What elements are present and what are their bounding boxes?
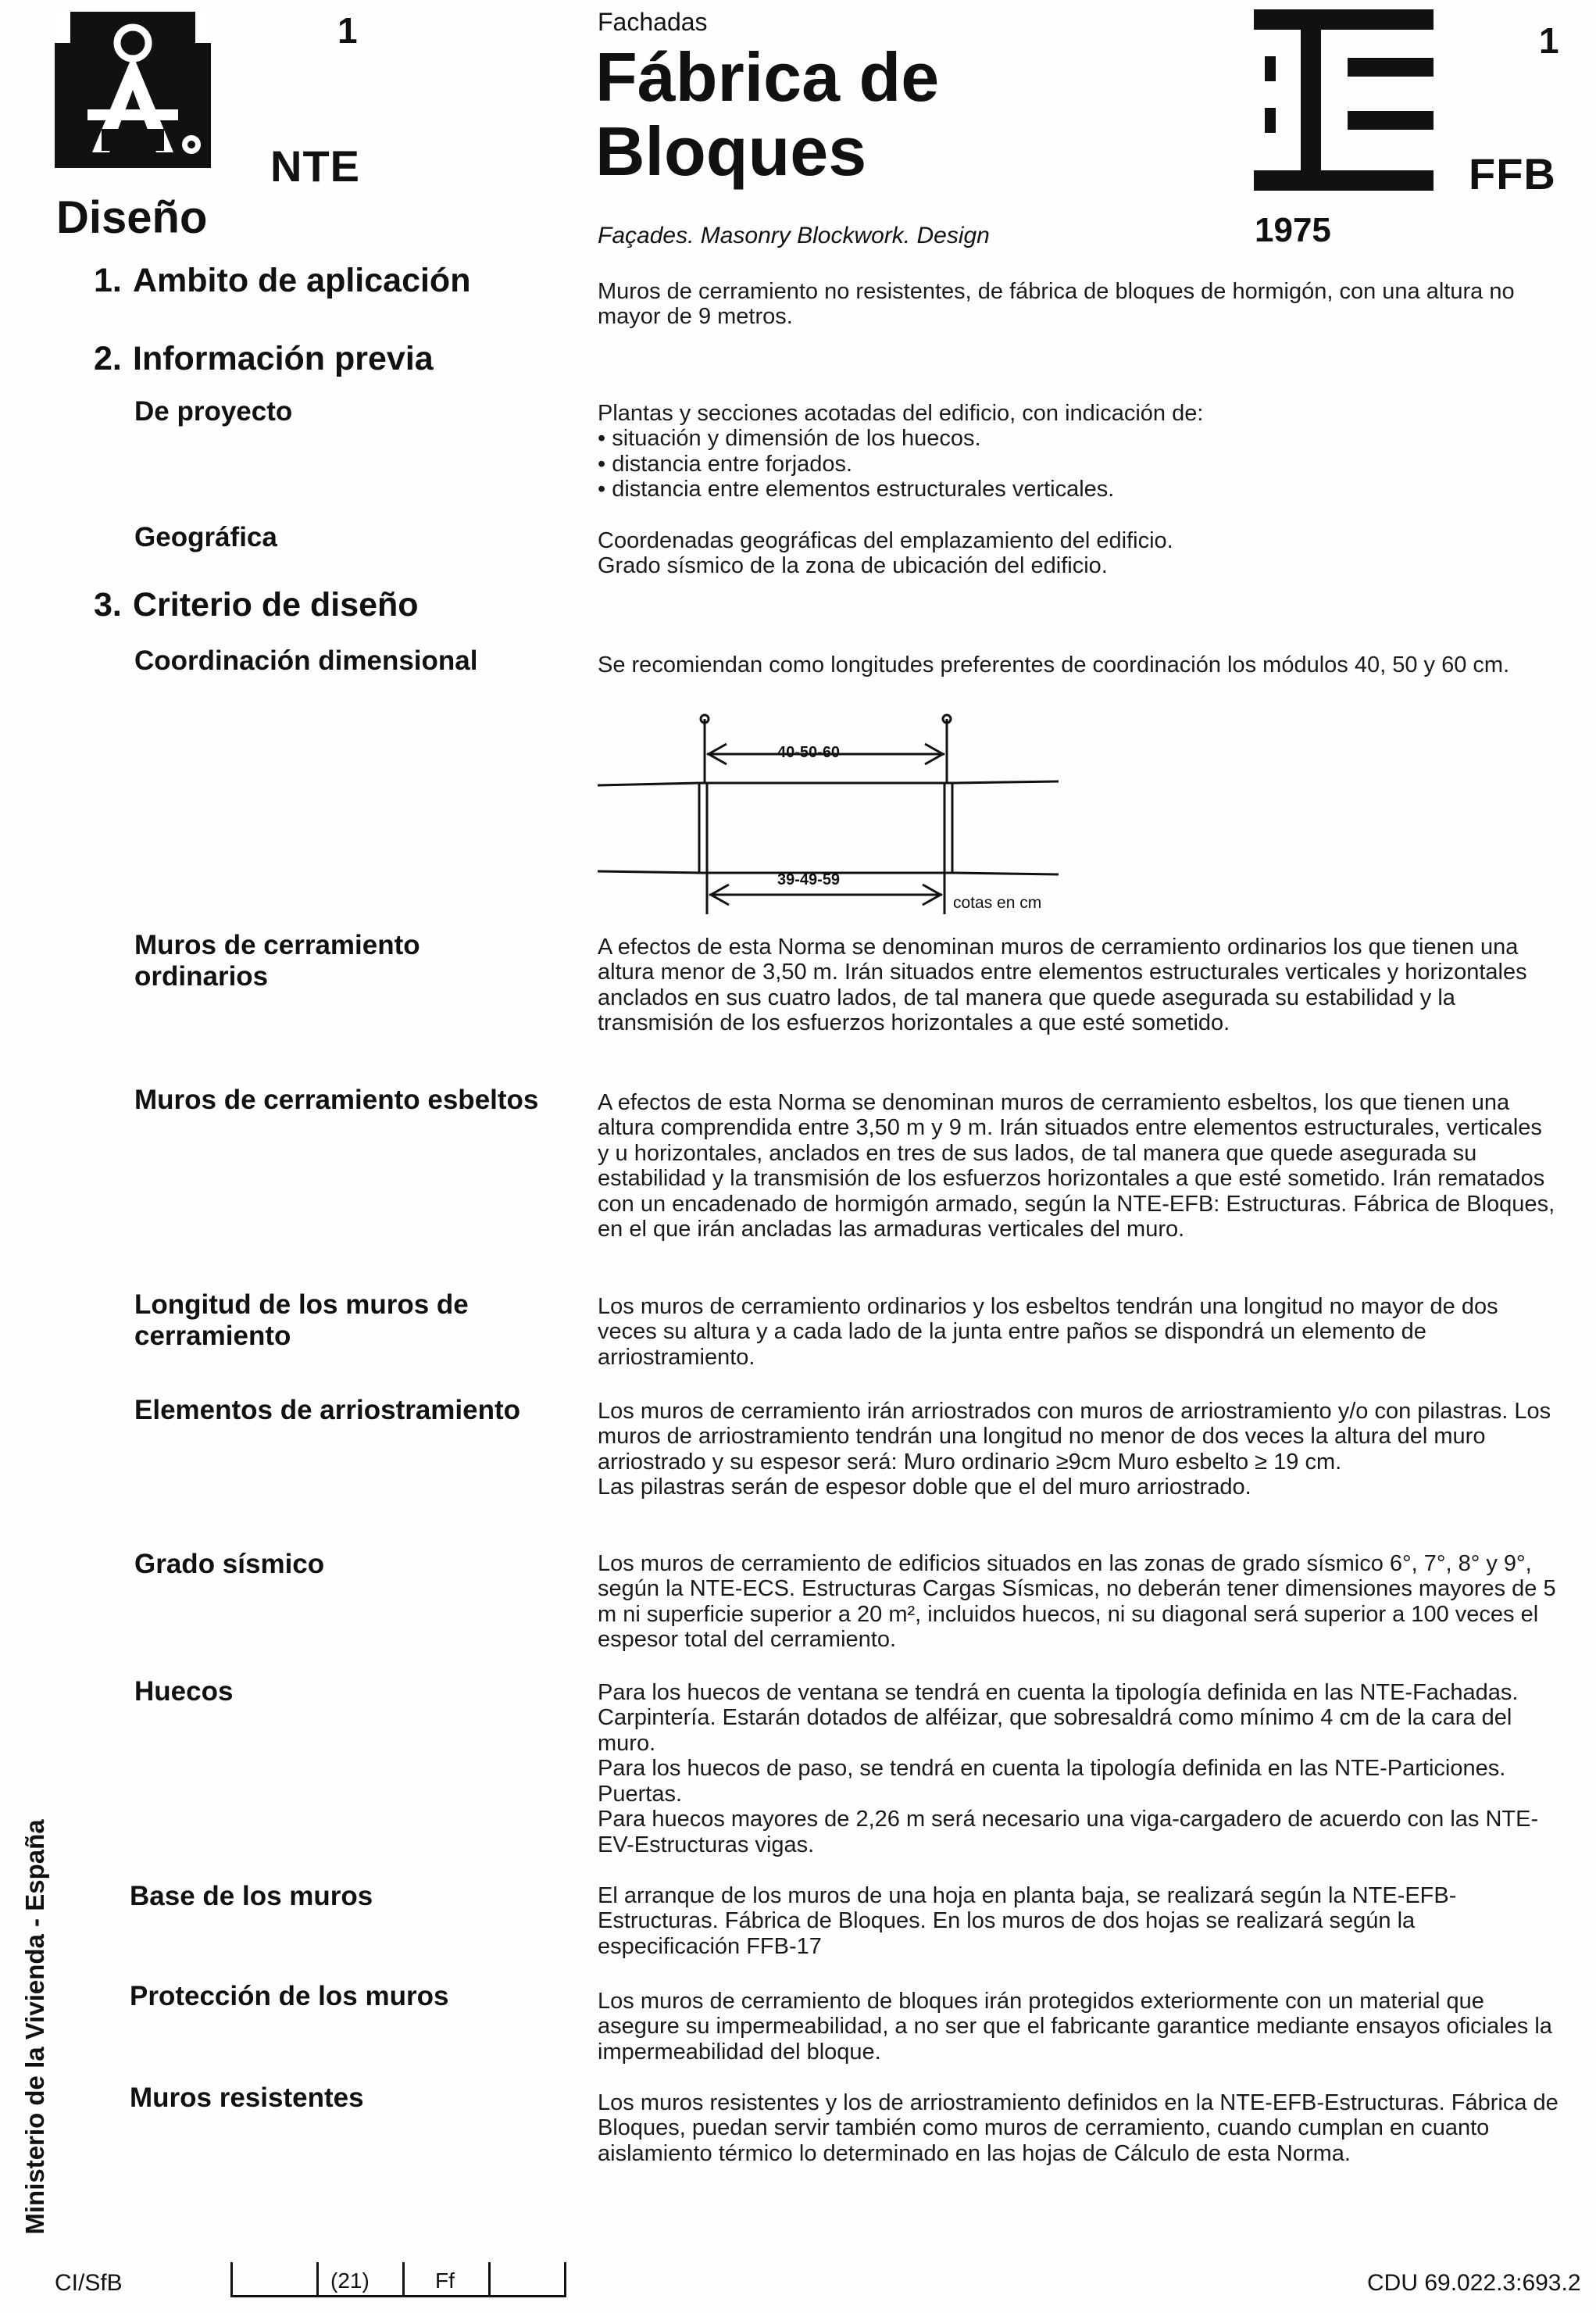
diagram-units: cotas en cm <box>953 894 1042 912</box>
diagram-label-top: 40-50-60 <box>777 744 841 761</box>
de-proyecto-label: De proyecto <box>134 396 293 427</box>
document-title-line2: Bloques <box>595 113 867 190</box>
proyecto-block <box>598 401 1559 502</box>
geografica-line2: Grado sísmico de la zona de ubicación del edificio. <box>598 553 1108 579</box>
criterion-label-sismico: Grado sísmico <box>134 1549 325 1579</box>
criterion-text-proteccion: Los muros de cerramiento de bloques irán protegidos exteriormente con un material que asegure su impermeabilidad, a no ser que el fabricante garantice mediante ensayos oficiales la impermeabilidad del bloque. <box>598 1989 1552 2065</box>
cdu-code: CDU 69.022.3:693.2 <box>1367 2270 1581 2296</box>
proyecto-intro: Plantas y secciones acotadas del edificio, con indicación de: <box>598 401 1204 426</box>
criterion-text-esbeltos: A efectos de esta Norma se denominan muros de cerramiento esbeltos, los que tienen una altura comprendida entre 3,50 m y 9 m. Irán situados entre elementos estructurales, verticales y u horizontales, anclados en tres de sus lados, de tal manera que quede asegurada su estabilidad y la transmisión de los esfuerzos horizontales a que esté sometido. Irán rematados con un encadenado de hormigón armado, según la NTE-EFB: Estructuras. Fábrica de Bloques, en el que irán ancladas las armaduras verticales del muro. <box>598 1090 1555 1242</box>
criterion-text-huecos: Para los huecos de ventana se tendrá en cuenta la tipología definida en las NTE-Fachadas. Carpintería. Estarán dotados de alféizar, que sobresaldrá como mínimo 4 cm de la cara del muro. <box>598 1680 1519 1756</box>
page-number: 1 <box>337 10 358 51</box>
category-label: Fachadas <box>598 8 708 36</box>
criterion-block-arriostramiento <box>598 1399 1559 1500</box>
criterion-text-ordinarios: A efectos de esta Norma se denominan muros de cerramiento ordinarios los que tienen una altura menor de 3,50 m. Irán situados entre elementos estructurales verticales y horizontales anclados en sus cuatro lados, de tal manera que quede asegurada su estabilidad y la transmisión de los esfuerzos horizontales a que esté sometido. <box>598 935 1527 1036</box>
sfb-code: (21) <box>330 2268 370 2293</box>
criterion-label-longitud: Longitud de los muros de cerramiento <box>134 1289 469 1352</box>
list-item: • distancia entre forjados. <box>598 452 1559 477</box>
list-item: • distancia entre elementos estructurales verticales. <box>598 477 1559 502</box>
geografica-label: Geográfica <box>134 522 277 552</box>
proyecto-bullet-list <box>598 426 1559 502</box>
section-heading-diseno: Diseño <box>56 192 208 243</box>
diagram-label-bottom: 39-49-59 <box>777 871 841 888</box>
list-item: • situación y dimensión de los huecos. <box>598 426 1559 451</box>
geografica-line1: Coordenadas geográficas del emplazamiento del edificio. <box>598 528 1173 553</box>
criterion-text-resistentes: Los muros resistentes y los de arriostramiento definidos en la NTE-EFB-Estructuras. Fábrica de Bloques, puedan servir también como muros de cerramiento, cuando cumplan en cuanto aislamiento térmico lo determinado en las hojas de Cálculo de esta Norma. <box>598 2090 1559 2166</box>
coordination-diagram <box>598 711 1066 914</box>
ambito-text: Muros de cerramiento no resistentes, de fábrica de bloques de hormigón, con una altura no mayor de 9 metros. <box>598 279 1515 330</box>
subtitle-english: Façades. Masonry Blockwork. Design <box>598 223 990 248</box>
criterion-label-proteccion: Protección de los muros <box>130 1981 449 2011</box>
ministry-vertical-label: Ministerio de la Vivienda - España <box>20 1819 49 2235</box>
compass-emblem-icon <box>55 12 211 168</box>
criterion-text-arriostramiento: Los muros de cerramiento irán arriostrados con muros de arriostramiento y/o con pilastras. Los muros de arriostramiento tendrán una longitud no menor de dos veces la altura del muro arriostrado y su espesor será: Muro ordinario ≥9cm Muro esbelto ≥ 19 cm. <box>598 1399 1551 1475</box>
sfb-classification-box <box>230 2262 566 2297</box>
criterion-text-longitud: Los muros de cerramiento ordinarios y los esbeltos tendrán una longitud no mayor de dos veces su altura y a cada lado de la junta entre paños se dispondrá un elemento de arriostramiento. <box>598 1294 1498 1370</box>
criterion-text-base: El arranque de los muros de una hoja en planta baja, se realizará según la NTE-EFB-Estructuras. Fábrica de Bloques. En los muros de dos hojas se realizará según la especificación FFB-17 <box>598 1883 1457 1959</box>
criterion-text-huecos-3: Para huecos mayores de 2,26 m será necesario una viga-cargadero de acuerdo con las NTE-EV-Estructuras vigas. <box>598 1807 1539 1857</box>
coordinacion-label: Coordinación dimensional <box>134 645 478 676</box>
geografica-block <box>598 528 1559 579</box>
ffb-symbol-icon <box>1254 9 1473 191</box>
criterion-text-sismico: Los muros de cerramiento de edificios situados en las zonas de grado sísmico 6°, 7°, 8° y 9°, según la NTE-ECS. Estructuras Cargas Sísmicas, no deberán tener dimensiones mayores de 5 m ni superficie superior a 20 m², incluidos huecos, ni su diagonal será superior a 100 veces el espesor total del cerramiento. <box>598 1551 1556 1653</box>
criterion-label-ordinarios: Muros de cerramiento ordinarios <box>134 930 420 992</box>
section-2-heading: 2. Información previa <box>94 340 434 377</box>
criterion-label-resistentes: Muros resistentes <box>130 2082 364 2113</box>
code-page-number: 1 <box>1539 20 1559 61</box>
section-2-title: Información previa <box>133 340 434 377</box>
cisfb-label: CI/SfB <box>55 2270 123 2296</box>
section-3-title: Criterio de diseño <box>133 586 419 624</box>
publication-year: 1975 <box>1255 211 1331 249</box>
nte-logo <box>55 12 211 168</box>
criterion-label-esbeltos: Muros de cerramiento esbeltos <box>134 1085 539 1115</box>
criterion-text-arriostramiento-2: Las pilastras serán de espesor doble que el del muro arriostrado. <box>598 1475 1251 1500</box>
coordinacion-text: Se recomiendan como longitudes preferentes de coordinación los módulos 40, 50 y 60 cm. <box>598 652 1510 677</box>
criterion-label-base: Base de los muros <box>130 1881 373 1911</box>
document-title-line1: Fábrica de <box>595 38 940 116</box>
sfb-ff: Ff <box>435 2268 455 2293</box>
section-1-title: Ambito de aplicación <box>133 262 471 299</box>
criterion-block-huecos <box>598 1680 1559 1857</box>
section-3-heading: 3. Criterio de diseño <box>94 586 419 624</box>
criterion-text-huecos-2: Para los huecos de paso, se tendrá en cuenta la tipología definida en las NTE-Particiones. Puertas. <box>598 1756 1506 1807</box>
criterion-label-huecos: Huecos <box>134 1676 234 1707</box>
criterion-label-arriostramiento: Elementos de arriostramiento <box>134 1395 521 1425</box>
ffb-mark <box>1254 9 1473 191</box>
nte-label: NTE <box>270 141 360 191</box>
section-1-heading: 1. Ambito de aplicación <box>94 262 471 299</box>
document-code: FFB <box>1469 149 1556 198</box>
